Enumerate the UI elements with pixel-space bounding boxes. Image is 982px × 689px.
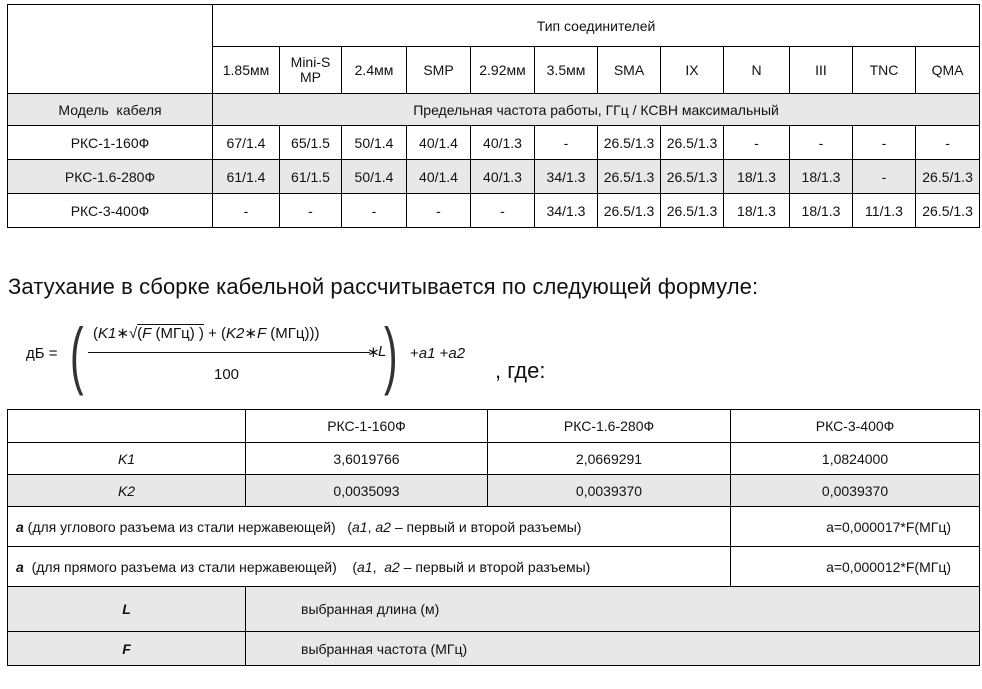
table-cell: 40/1.4 xyxy=(407,126,471,160)
a2-symbol: a2 xyxy=(375,518,391,535)
formula-paren: ( xyxy=(137,325,143,342)
table-cell: 40/1.3 xyxy=(471,160,535,194)
column-header: РКС-1-160Ф xyxy=(246,410,488,443)
connector-header: TNC xyxy=(853,47,916,94)
table-cell: 2,0669291 xyxy=(488,443,731,475)
table-cell: 65/1.5 xyxy=(280,126,342,160)
formula-paren: ( xyxy=(221,325,226,342)
table-cell: - xyxy=(916,126,980,160)
formula-close-paren: ) xyxy=(384,313,398,396)
table-cell: - xyxy=(853,126,916,160)
a-text: (для прямого разъема из стали нержавеющей) ( xyxy=(23,558,358,575)
table-cell: - xyxy=(724,126,790,160)
connector-header: SMP xyxy=(407,47,471,94)
formula-heading: Затухание в сборке кабельной рассчитывается по следующей формуле: xyxy=(8,274,759,299)
table-cell: - xyxy=(471,194,535,228)
f-label: F xyxy=(8,632,246,666)
formula-l: L xyxy=(378,343,387,360)
table-cell: 50/1.4 xyxy=(342,126,407,160)
coefficients-table xyxy=(7,409,980,666)
table-cell: 18/1.3 xyxy=(724,160,790,194)
formula-k2: K2 xyxy=(226,325,245,342)
connector-frequency-table xyxy=(7,4,980,228)
table-cell: 40/1.3 xyxy=(471,126,535,160)
table-corner-cell xyxy=(8,410,246,443)
column-header: РКС-1.6-280Ф xyxy=(488,410,731,443)
formula-mhz: (МГц) xyxy=(270,325,310,342)
formula-mult: ∗ xyxy=(244,325,257,342)
table-cell: 34/1.3 xyxy=(535,194,598,228)
table-cell: 11/1.3 xyxy=(853,194,916,228)
formula-a1: a1 xyxy=(418,345,436,362)
formula-plus: + xyxy=(410,345,419,362)
a-straight-description xyxy=(8,547,731,587)
a-text: , xyxy=(367,518,376,535)
table-cell: 26.5/1.3 xyxy=(916,194,980,228)
formula-open-paren: ( xyxy=(70,313,84,396)
a-text: – первый и второй разъемы) xyxy=(399,558,591,575)
table-cell: 34/1.3 xyxy=(535,160,598,194)
table-cell: - xyxy=(853,160,916,194)
table-cell: 1,0824000 xyxy=(731,443,980,475)
a-straight-value: a=0,000012*F(МГц) xyxy=(731,547,980,587)
formula-sqrt: √ xyxy=(128,325,138,342)
table-cell: - xyxy=(535,126,598,160)
table-cell: 0,0039370 xyxy=(731,475,980,507)
connector-header: 3.5мм xyxy=(535,47,598,94)
a-symbol: a xyxy=(16,558,24,575)
attenuation-formula xyxy=(0,313,982,402)
formula-a2: a2 xyxy=(448,345,466,362)
l-label: L xyxy=(8,587,246,632)
table-cell: 61/1.5 xyxy=(280,160,342,194)
cable-model-cell: РКС-1-160Ф xyxy=(8,126,213,160)
connector-header: IX xyxy=(661,47,724,94)
table-cell: 26.5/1.3 xyxy=(661,126,724,160)
table-cell: 18/1.3 xyxy=(790,160,853,194)
connector-header: 2.4мм xyxy=(342,47,407,94)
table-cell: - xyxy=(213,194,280,228)
table-cell: - xyxy=(342,194,407,228)
connector-header xyxy=(280,47,342,94)
table-cell: 26.5/1.3 xyxy=(661,160,724,194)
a-text: – первый и второй разъемы) xyxy=(390,518,582,535)
f-description: выбранная частота (МГц) xyxy=(246,632,980,666)
connector-header: N xyxy=(724,47,790,94)
formula-mhz: (МГц) xyxy=(155,325,195,342)
cable-model-cell: РКС-3-400Ф xyxy=(8,194,213,228)
table-cell: - xyxy=(407,194,471,228)
formula-f: F xyxy=(142,325,152,342)
table-cell: - xyxy=(790,126,853,160)
a1-symbol: a1 xyxy=(352,518,368,535)
formula-mult-l: ∗ xyxy=(367,344,380,361)
fraction-bar xyxy=(88,352,370,353)
table-cell: 3,6019766 xyxy=(246,443,488,475)
formula-paren: ( xyxy=(93,325,98,342)
table-cell: 0,0035093 xyxy=(246,475,488,507)
formula-paren: ) xyxy=(198,325,204,342)
table-cell: 50/1.4 xyxy=(342,160,407,194)
a-symbol: a xyxy=(16,518,24,535)
connector-types-header: Тип соединителей xyxy=(213,5,980,47)
a1-symbol: a1 xyxy=(357,558,373,575)
cable-model-header: Модель кабеля xyxy=(8,94,213,126)
formula-paren: ) xyxy=(309,325,315,342)
formula-lhs: дБ = xyxy=(26,345,58,362)
table-corner-cell xyxy=(8,5,213,94)
table-cell: 26.5/1.3 xyxy=(916,160,980,194)
table-cell: - xyxy=(280,194,342,228)
table-cell: 26.5/1.3 xyxy=(598,126,661,160)
a-angle-description xyxy=(8,507,731,547)
l-description: выбранная длина (м) xyxy=(246,587,980,632)
connector-header: 2.92мм xyxy=(471,47,535,94)
formula-plus: + xyxy=(208,325,217,342)
table-cell: 26.5/1.3 xyxy=(598,194,661,228)
formula-f: F xyxy=(256,325,267,342)
formula-numerator xyxy=(93,324,319,342)
table-cell: 61/1.4 xyxy=(213,160,280,194)
a-angle-value: a=0,000017*F(МГц) xyxy=(731,507,980,547)
table-cell: 18/1.3 xyxy=(790,194,853,228)
table-cell: 18/1.3 xyxy=(724,194,790,228)
k1-label: K1 xyxy=(8,443,246,475)
k2-label: K2 xyxy=(8,475,246,507)
column-header: РКС-3-400Ф xyxy=(731,410,980,443)
formula-k1: K1 xyxy=(98,325,117,342)
connector-header: QMA xyxy=(916,47,980,94)
a2-symbol: a2 xyxy=(384,558,400,575)
a-text: (для углового разъема из стали нержавеющей) ( xyxy=(23,518,353,535)
formula-mult: ∗ xyxy=(116,325,129,342)
a-text: , xyxy=(372,558,385,575)
connector-header: SMA xyxy=(598,47,661,94)
formula-paren: ) xyxy=(314,325,320,342)
connector-header-label: Mini-SMP xyxy=(290,54,331,85)
table-cell: 67/1.4 xyxy=(213,126,280,160)
formula-denominator: 100 xyxy=(214,366,240,383)
connector-header: III xyxy=(790,47,853,94)
table-cell: 40/1.4 xyxy=(407,160,471,194)
formula-plus: + xyxy=(439,345,449,362)
formula-tail xyxy=(410,345,465,362)
cable-model-cell: РКС-1.6-280Ф xyxy=(8,160,213,194)
frequency-header: Предельная частота работы, ГГц / КСВН максимальный xyxy=(213,94,980,126)
table-cell: 0,0039370 xyxy=(488,475,731,507)
table-cell: 26.5/1.3 xyxy=(598,160,661,194)
connector-header: 1.85мм xyxy=(213,47,280,94)
formula-where: , где: xyxy=(495,358,546,383)
table-cell: 26.5/1.3 xyxy=(661,194,724,228)
